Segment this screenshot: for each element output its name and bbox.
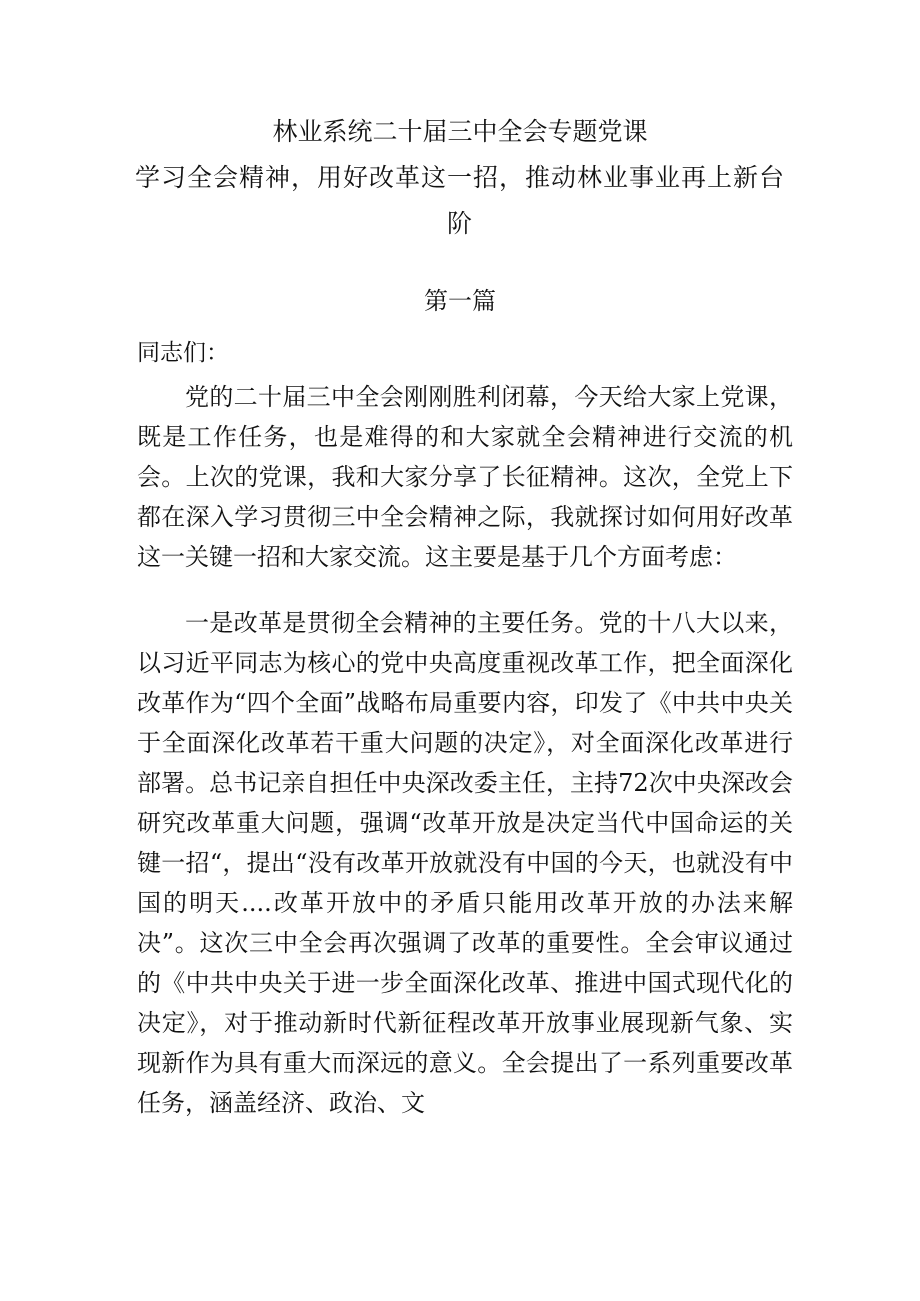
chapter-heading: 第一篇 [424, 287, 496, 315]
document-title: 林业系统二十届三中全会专题党课 [272, 117, 648, 146]
subtitle-line-1: 学习全会精神，用好改革这一招，推动林业事业再上新台 [134, 163, 785, 192]
paragraph-1 [137, 377, 793, 577]
subtitle-line-2: 阶 [446, 209, 473, 238]
paragraph-2-text: 一是改革是贯彻全会精神的主要任务。党的十八大以来，以习近平同志为核心的党中央高度重视改革工作，把全面深化改革作为“四个全面”战略布局重要内容，印发了《中共中央关于全面深化改革若干重大问题的决定》，对全面深化改革进行部署。总书记亲自担任中央深改委主任，主持72次中央深改会研究改革重大问题，强调“改革开放是决定当代中国命运的关键一招“，提出“没有改革开放就没有中国的今天，也就没有中国的明天....改革开放中的矛盾只能用改革开放的办法来解决”。这次三中全会再次强调了改革的重要性。全会审议通过的《中共中央关于进一步全面深化改革、推进中国式现代化的决定》，对于推动新时代新征程改革开放事业展现新气象、实现新作为具有重大而深远的意义。全会提出了一系列重要改革任务，涵盖经济、政治、文 [137, 609, 793, 1117]
greeting: 同志们： [137, 340, 229, 366]
paragraph-1-text: 党的二十届三中全会刚刚胜利闭幕，今天给大家上党课，既是工作任务，也是难得的和大家就全会精神进行交流的机会。上次的党课，我和大家分享了长征精神。这次，全党上下都在深入学习贯彻三中全会精神之际，我就探讨如何用好改革这一关键一招和大家交流。这主要是基于几个方面考虑： [137, 383, 793, 571]
document-subtitle [130, 155, 790, 247]
paragraph-2 [137, 603, 793, 1123]
